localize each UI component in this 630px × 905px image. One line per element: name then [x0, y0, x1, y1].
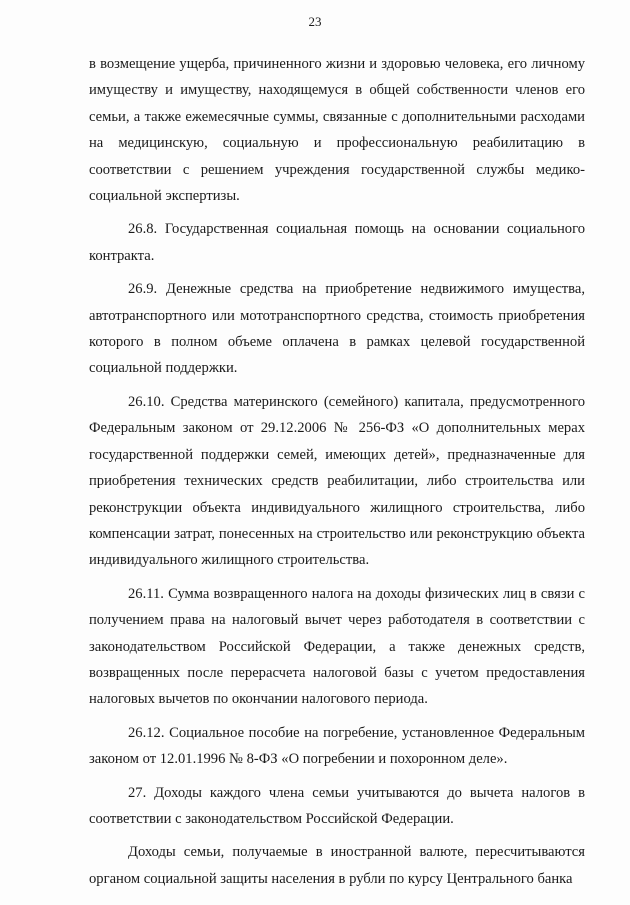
- paragraph-26-10: 26.10. Средства материнского (семейного) капитала, предусмотренного Федеральным законом от 29.12.2006 № 256-ФЗ «О дополнительных мерах государственной поддержки семей, имеющих детей», предназначенные для приобретения технических средств реабилитации, либо строительства или реконструкции объекта индивидуального жилищного строительства, либо компенсации затрат, понесенных на строительство или реконструкцию объекта индивидуального жилищного строительства.: [89, 393, 585, 569]
- paragraph-26-8: 26.8. Государственная социальная помощь на основании социального контракта.: [89, 221, 585, 264]
- document-body: [89, 51, 585, 899]
- paragraph-continuation: в возмещение ущерба, причиненного жизни и здоровью человека, его личному имуществу и имуществу, находящемуся в общей собственности членов его семьи, а также ежемесячные суммы, связанные с дополнительными расходами на медицинскую, социальную и профессиональную реабилитацию в соответствии с решением учреждения государственной службы медико-социальной экспертизы.: [89, 56, 585, 205]
- paragraph-27: 27. Доходы каждого члена семьи учитываются до вычета налогов в соответствии с законодательством Российской Федерации.: [89, 784, 585, 827]
- paragraph-26-9: 26.9. Денежные средства на приобретение недвижимого имущества, автотранспортного или мототранспортного средства, стоимость приобретения которого в полном объеме оплачена в рамках целевой государственной социальной поддержки.: [89, 281, 585, 377]
- paragraph-26-12: 26.12. Социальное пособие на погребение, установленное Федеральным законом от 12.01.1996 № 8-ФЗ «О погребении и похоронном деле».: [89, 724, 585, 768]
- paragraph-foreign-currency: Доходы семьи, получаемые в иностранной валюте, пересчитываются органом социальной защиты населения в рубли по курсу Центрального банка: [89, 844, 585, 887]
- paragraph-26-11: 26.11. Сумма возвращенного налога на доходы физических лиц в связи с получением права на налоговый вычет через работодателя в соответствии с законодательством Российской Федерации, а также денежных средств, возвращенных после перерасчета налоговой базы с учетом предоставления налоговых вычетов по окончании налогового периода.: [89, 585, 585, 708]
- page-number: 23: [308, 14, 322, 29]
